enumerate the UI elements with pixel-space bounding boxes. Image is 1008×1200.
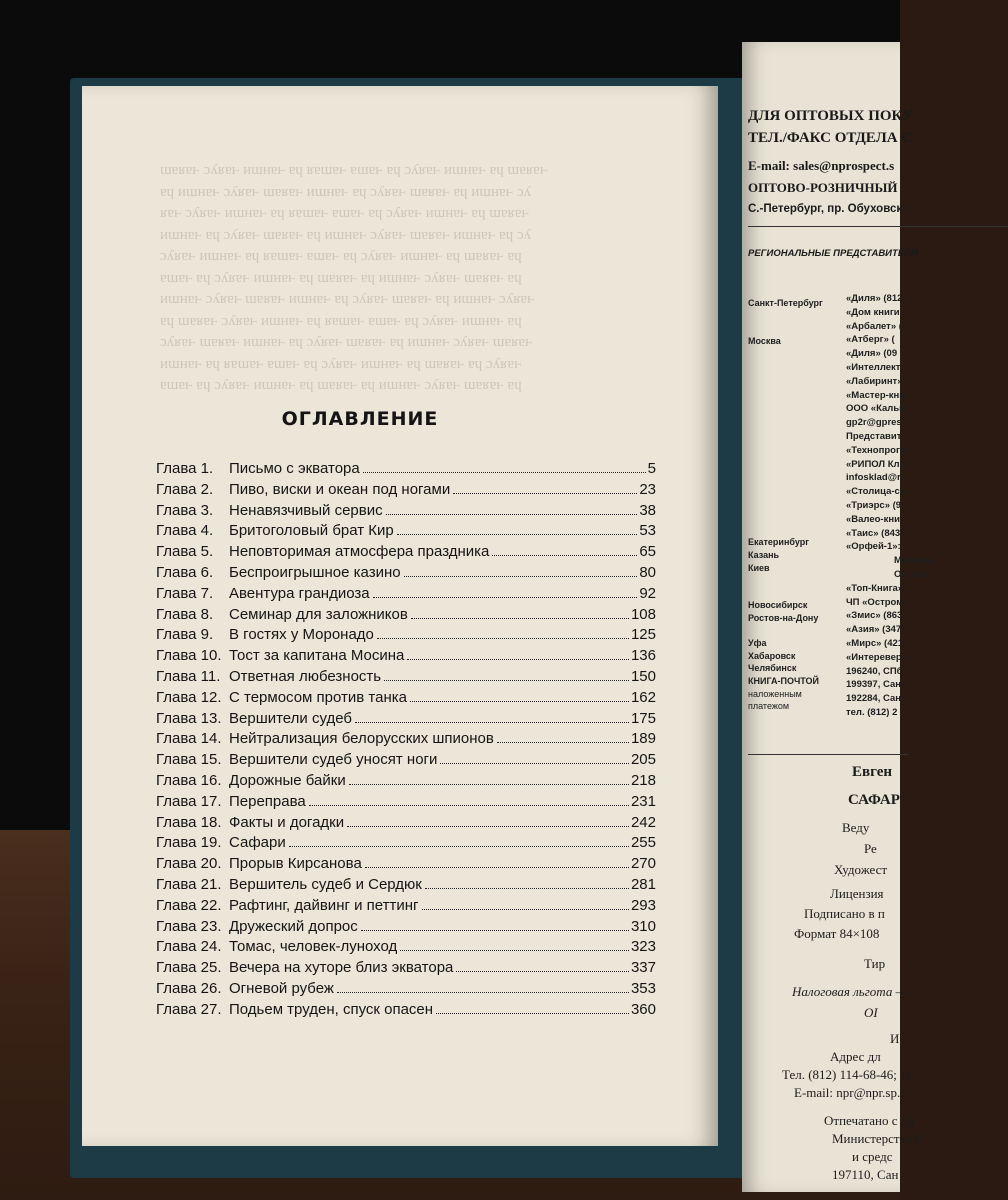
agent-entry: «Лабиринт»: [846, 375, 903, 387]
leader-dots: [425, 888, 629, 889]
chapter-title: Авентура грандиоза: [229, 584, 370, 602]
chapter-page: 38: [639, 501, 656, 519]
chapter-label: Глава 25.: [156, 959, 222, 977]
toc-entry: [156, 938, 656, 959]
imprint-divider: [748, 226, 1008, 227]
imprint-line: Министерства Р: [832, 1131, 922, 1146]
toc-entry: [156, 502, 656, 523]
chapter-title: Дорожные байки: [229, 771, 346, 789]
city-name: Ростов-на-Дону: [748, 613, 819, 623]
agent-entry: Оптова: [894, 569, 929, 580]
chapter-title: Тост за капитана Мосина: [229, 647, 405, 665]
agent-entry: «Азия» (347: [846, 624, 902, 636]
toc-entry: [156, 522, 656, 543]
chapter-page: 23: [639, 480, 656, 498]
chapter-label: Глава 27.: [156, 1000, 222, 1018]
chapter-page: 337: [630, 959, 656, 977]
chapter-title: Ответная любезность: [229, 667, 382, 685]
imprint-wholesale: ОПТОВО-РОЗНИЧНЫЙ: [748, 180, 898, 195]
chapter-page: 242: [630, 813, 656, 831]
imprint-header-2: ТЕЛ./ФАКС ОТДЕЛА С: [748, 130, 913, 146]
toc-entry: [156, 564, 656, 585]
leader-dots: [373, 597, 638, 598]
chapter-title: Дружеский допрос: [229, 917, 358, 935]
right-page: [742, 42, 933, 1192]
leader-dots: [386, 514, 638, 515]
imprint-line: Художест: [834, 862, 888, 877]
chapter-label: Глава 1.: [156, 460, 214, 477]
chapter-title: Нейтрализация белорусских шпионов: [229, 730, 494, 748]
leader-dots: [456, 971, 629, 972]
chapter-label: Глава 20.: [156, 855, 222, 873]
chapter-page: 150: [630, 667, 656, 685]
chapter-page: 323: [630, 938, 656, 956]
chapter-page: 255: [630, 834, 656, 852]
chapter-label: Глава 2.: [156, 480, 214, 498]
agent-entry: «Диля» (09: [846, 348, 898, 360]
chapter-page: 270: [630, 855, 656, 873]
chapter-label: Глава 15.: [156, 751, 222, 769]
chapter-label: Глава 26.: [156, 979, 222, 997]
toc-entry: [156, 980, 656, 1001]
chapter-label: Глава 17.: [156, 792, 222, 810]
leader-dots: [349, 784, 629, 785]
agent-entry: «Триэрс» (9: [846, 500, 902, 511]
imprint-line: Тир: [864, 956, 886, 971]
agent-entry: «РИПОЛ Кла: [846, 458, 905, 470]
imprint-line: Веду: [842, 820, 870, 835]
toc-entry: [156, 793, 656, 814]
imprint-line: 197110, Сан: [832, 1167, 899, 1182]
chapter-title: Прорыв Кирсанова: [229, 855, 362, 873]
imprint-line: ОI: [864, 1005, 878, 1020]
leader-dots: [436, 1013, 629, 1014]
chapter-title: Переправа: [229, 792, 306, 810]
agent-entry: «Столица-се: [846, 486, 906, 498]
chapter-page: 65: [639, 543, 656, 561]
leader-dots: [410, 701, 629, 702]
toc-entry: [156, 647, 656, 668]
city-name: Киев: [748, 562, 770, 573]
chapter-page: 205: [630, 751, 656, 769]
toc-entry: [156, 751, 656, 772]
chapter-title: Пиво, виски и океан под ногами: [229, 480, 451, 498]
chapter-title: Факты и догадки: [229, 813, 345, 831]
agent-entry: «Мастер-кни: [846, 389, 906, 401]
toc-entry: [156, 543, 656, 564]
leader-dots: [377, 638, 629, 639]
imprint-line: Евген: [852, 764, 893, 780]
imprint-divider-2: [748, 754, 908, 755]
chapter-label: Глава 4.: [156, 522, 214, 540]
chapter-title: Подьем труден, спуск опасен: [229, 1000, 434, 1018]
city-name: Москва: [748, 335, 781, 346]
toc-entry: [156, 689, 656, 710]
imprint-line: Подписано в п: [804, 906, 885, 921]
chapter-page: 175: [630, 709, 656, 727]
chapter-page: 218: [630, 771, 656, 789]
chapter-title: Томас, человек-луноход: [229, 938, 398, 956]
chapter-label: Глава 5.: [156, 543, 214, 561]
toc-entry: [156, 668, 656, 689]
toc-entry: [156, 626, 656, 647]
leader-dots: [384, 680, 629, 681]
agent-entry: «Технопрогр: [846, 444, 906, 456]
leader-dots: [309, 805, 629, 806]
leader-dots: [337, 992, 629, 993]
leader-dots: [411, 618, 629, 619]
agent-entry: «Интеллект: [846, 362, 901, 373]
imprint-line: E-mail: npr@npr.sp.r: [794, 1085, 905, 1100]
city-name: Санкт-Петербург: [748, 298, 823, 308]
chapter-page: 360: [630, 1000, 656, 1018]
toc-entry: [156, 772, 656, 793]
toc-entry: [156, 855, 656, 876]
city-name: Екатеринбург: [748, 537, 809, 548]
chapter-title: Письмо с экватора: [229, 460, 360, 477]
leader-dots: [361, 930, 629, 931]
leader-dots: [347, 826, 629, 827]
city-name: Челябинск: [748, 663, 797, 674]
chapter-label: Глава 14.: [156, 730, 222, 748]
imprint-line: Ре: [864, 841, 877, 856]
leader-dots: [289, 846, 629, 847]
city-name: Хабаровск: [748, 650, 796, 661]
chapter-page: 108: [630, 605, 656, 623]
toc-entry: [156, 814, 656, 835]
imprint-line: САФАР: [848, 792, 900, 808]
table-of-contents: [156, 460, 656, 1022]
agent-entry: «Мирс» (421: [846, 638, 904, 649]
chapter-page: 5: [647, 460, 656, 477]
toc-entry: [156, 834, 656, 855]
agent-entry: infosklad@ri: [846, 472, 904, 484]
chapter-label: Глава 24.: [156, 938, 222, 956]
chapter-page: 231: [630, 792, 656, 810]
chapter-title: Бритоголовый брат Кир: [229, 522, 394, 540]
chapter-title: Огневой рубеж: [229, 979, 334, 997]
chapter-title: Вечера на хуторе близ экватора: [229, 959, 454, 977]
toc-entry: [156, 460, 656, 481]
chapter-title: В гостях у Моронадо: [229, 626, 374, 644]
leader-dots: [422, 909, 629, 910]
leader-dots: [497, 742, 629, 743]
chapter-title: Вершители судеб: [229, 709, 352, 727]
leader-dots: [492, 555, 637, 556]
agent-entry: «Атберг» (: [846, 334, 895, 346]
imprint-line: И: [890, 1031, 900, 1046]
imprint-line: Адрес дл: [830, 1049, 881, 1064]
agent-entry: 196240, СПб: [846, 665, 903, 677]
agent-entry: «Арбалет» (: [846, 320, 902, 332]
chapter-page: 293: [630, 896, 656, 914]
toc-entry: [156, 710, 656, 731]
agent-entry: «Таис» (843: [846, 527, 901, 539]
agent-entry: «Топ-Книга»: [846, 582, 904, 594]
regional-title: РЕГИОНАЛЬНЫЕ ПРЕДСТАВИТЕЛИ: [748, 248, 918, 259]
city-name: Новосибирск: [748, 600, 808, 611]
city-name: Казань: [748, 550, 780, 560]
city-name: наложенным: [748, 688, 802, 699]
agent-entry: ООО «Кальм: [846, 403, 907, 415]
chapter-label: Глава 22.: [156, 896, 222, 914]
agent-entry: 199397, Сан: [846, 679, 901, 691]
chapter-label: Глава 9.: [156, 626, 214, 644]
chapter-title: С термосом против танка: [229, 688, 407, 706]
chapter-label: Глава 6.: [156, 563, 214, 581]
agent-entry: 192284, Сан: [846, 693, 901, 705]
agent-entry: Представит: [846, 431, 902, 442]
toc-entry: [156, 876, 656, 897]
chapter-label: Глава 19.: [156, 834, 222, 852]
chapter-title: Сафари: [229, 834, 286, 852]
imprint-header-1: ДЛЯ ОПТОВЫХ ПОКУ: [748, 108, 914, 124]
chapter-label: Глава 3.: [156, 501, 214, 519]
chapter-page: 136: [630, 647, 656, 665]
chapter-label: Глава 12.: [156, 688, 222, 706]
agent-entry: ЧП «Остром: [846, 596, 904, 608]
toc-entry: [156, 918, 656, 939]
toc-entry: [156, 481, 656, 502]
toc-title: ОГЛАВЛЕНИЕ: [281, 408, 439, 430]
leader-dots: [440, 763, 629, 764]
chapter-page: 189: [630, 730, 656, 748]
chapter-page: 80: [639, 563, 656, 581]
chapter-label: Глава 16.: [156, 771, 222, 789]
chapter-title: Ненавязчивый сервис: [229, 501, 383, 519]
agent-entry: «Змис» (863: [846, 610, 903, 622]
agent-entry: «Интеревер: [846, 651, 902, 663]
leader-dots: [355, 722, 629, 723]
chapter-page: 92: [639, 584, 656, 602]
chapter-page: 353: [630, 979, 656, 997]
chapter-label: Глава 13.: [156, 709, 222, 727]
chapter-title: Вершители судеб уносят ноги: [229, 751, 438, 769]
chapter-page: 281: [630, 875, 656, 893]
imprint-address: С.-Петербург, пр. Обуховск: [748, 203, 903, 215]
imprint-line: Формат 84×108: [794, 926, 880, 941]
leader-dots: [400, 950, 629, 951]
leader-dots: [365, 867, 629, 868]
city-name: Уфа: [748, 638, 767, 649]
agent-entry: Магазин: [894, 555, 933, 567]
chapter-title: Беспроигрышное казино: [229, 563, 401, 581]
imprint-email: E-mail: sales@nprospect.s: [748, 158, 895, 173]
imprint-line: Тел. (812) 114-68-46; те: [782, 1067, 912, 1082]
imprint-line: и средс: [852, 1149, 893, 1164]
leader-dots: [407, 659, 629, 660]
toc-entry: [156, 959, 656, 980]
imprint-line: Отпечатано с ди: [824, 1113, 915, 1128]
agent-entry: «Диля» (812: [846, 293, 903, 304]
chapter-label: Глава 10.: [156, 647, 222, 665]
chapter-label: Глава 11.: [156, 667, 221, 685]
leader-dots: [363, 472, 646, 473]
chapter-label: Глава 18.: [156, 813, 222, 831]
chapter-title: Неповторимая атмосфера праздника: [229, 543, 490, 561]
toc-entry: [156, 585, 656, 606]
chapter-label: Глава 8.: [156, 605, 214, 623]
agent-entry: тел. (812) 2: [846, 707, 898, 718]
chapter-page: 125: [630, 626, 656, 644]
agent-entry: «Дом книги: [846, 306, 900, 318]
bleed-through-text: ɯɐʁɐⱶ ɔʎʁɐⱶ иɯнɐⱶ ɐɥ ʁɐɯɐⱶ ɐɯɐⱶ ɐɥ ɔʎʁɐⱶ иɯнɐⱶ ɐɥ ɯɐʁɐⱶ ɐɥ иɯнɐⱶ ɔʎʁɐⱶ ɯɐʁɐⱶ иɯнɐⱶ ɐɥ ɔʎʁɐⱶ ɯɐʁɐⱶ ɐɥ иɯнɐⱶ ɔʎ ʁɐⱶ ɔʎʁɐⱶ иɯнɐⱶ ɐɥ ʁɐɯɐⱶ ɐɯɐⱶ ɐɥ ɔʎʁɐⱶ иɯнɐⱶ ɐɥ ɯɐʁɐⱶ иɯнɐⱶ ɐɥ ɔʎʁɐⱶ ɯɐʁɐⱶ ɐɥ иɯнɐⱶ ɔʎʁɐⱶ ɯɐʁɐⱶ иɯнɐⱶ ɐɥ ɔʎ ɔʎʁɐⱶ иɯнɐⱶ ɐɥ ʁɐɯɐⱶ ɐɯɐⱶ ɐɥ ɔʎʁɐⱶ иɯнɐⱶ ɐɥ ɯɐʁɐⱶ ɐɥ ɐɯɐⱶ ɐɥ ɔʎʁɐⱶ иɯнɐⱶ ɐɥ ɯɐʁɐⱶ ɐɥ иɯнɐⱶ ɔʎʁɐⱶ ɯɐʁɐⱶ ɐɥ иɯнɐⱶ ɔʎʁɐⱶ ɯɐʁɐⱶ иɯнɐⱶ ɐɥ ɔʎʁɐⱶ ɯɐʁɐⱶ ɐɥ иɯнɐⱶ ɔʎʁɐⱶ ɐɥ ɯɐʁɐⱶ ɔʎʁɐⱶ иɯнɐⱶ ɐɥ ʁɐɯɐⱶ ɐɯɐⱶ ɐɥ ɔʎʁɐⱶ иɯнɐⱶ ɐɥ ɔʎʁɐⱶ ɯɐʁɐⱶ иɯнɐⱶ ɐɥ ɔʎʁɐⱶ ɯɐʁɐⱶ ɐɥ иɯнɐⱶ ɔʎʁɐⱶ ɯɐʁɐⱶ иɯнɐⱶ ɐɥ ʁɐɯɐⱶ ɐɯɐⱶ ɐɥ ɔʎʁɐⱶ иɯнɐⱶ ɐɥ ɯɐʁɐⱶ ɐɥ ɔʎʁɐⱶ ɐɯɐⱶ ɐɥ ɔʎʁɐⱶ иɯнɐⱶ ɐɥ ɯɐʁɐⱶ ɐɥ иɯнɐⱶ ɔʎʁɐⱶ ɯɐʁɐⱶ ɐɥ: [160, 162, 548, 393]
chapter-title: Семинар для заложников: [229, 605, 408, 623]
chapter-title: Вершитель судеб и Сердюк: [229, 875, 422, 893]
chapter-label: Глава 23.: [156, 917, 222, 935]
leader-dots: [453, 493, 637, 494]
chapter-label: Глава 21.: [156, 875, 222, 893]
city-name: КНИГА-ПОЧТОЙ: [748, 676, 820, 686]
chapter-page: 53: [639, 522, 656, 540]
chapter-label: Глава 7.: [156, 584, 214, 602]
chapter-page: 310: [630, 917, 656, 935]
toc-entry: [156, 606, 656, 627]
imprint-line: Налоговая льгота —: [792, 984, 908, 999]
agent-entry: gp2r@gpres: [846, 417, 902, 429]
toc-entry: [156, 897, 656, 918]
imprint-line: Лицензия: [830, 886, 884, 901]
agent-entry: «Орфей-1»:: [846, 541, 901, 553]
leader-dots: [404, 576, 638, 577]
leader-dots: [397, 534, 638, 535]
agent-entry: «Валео-кни: [846, 513, 900, 525]
toc-entry: [156, 1001, 656, 1022]
chapter-page: 162: [630, 688, 656, 706]
city-name: платежом: [748, 701, 790, 712]
chapter-title: Рафтинг, дайвинг и петтинг: [229, 896, 419, 914]
toc-entry: [156, 730, 656, 751]
